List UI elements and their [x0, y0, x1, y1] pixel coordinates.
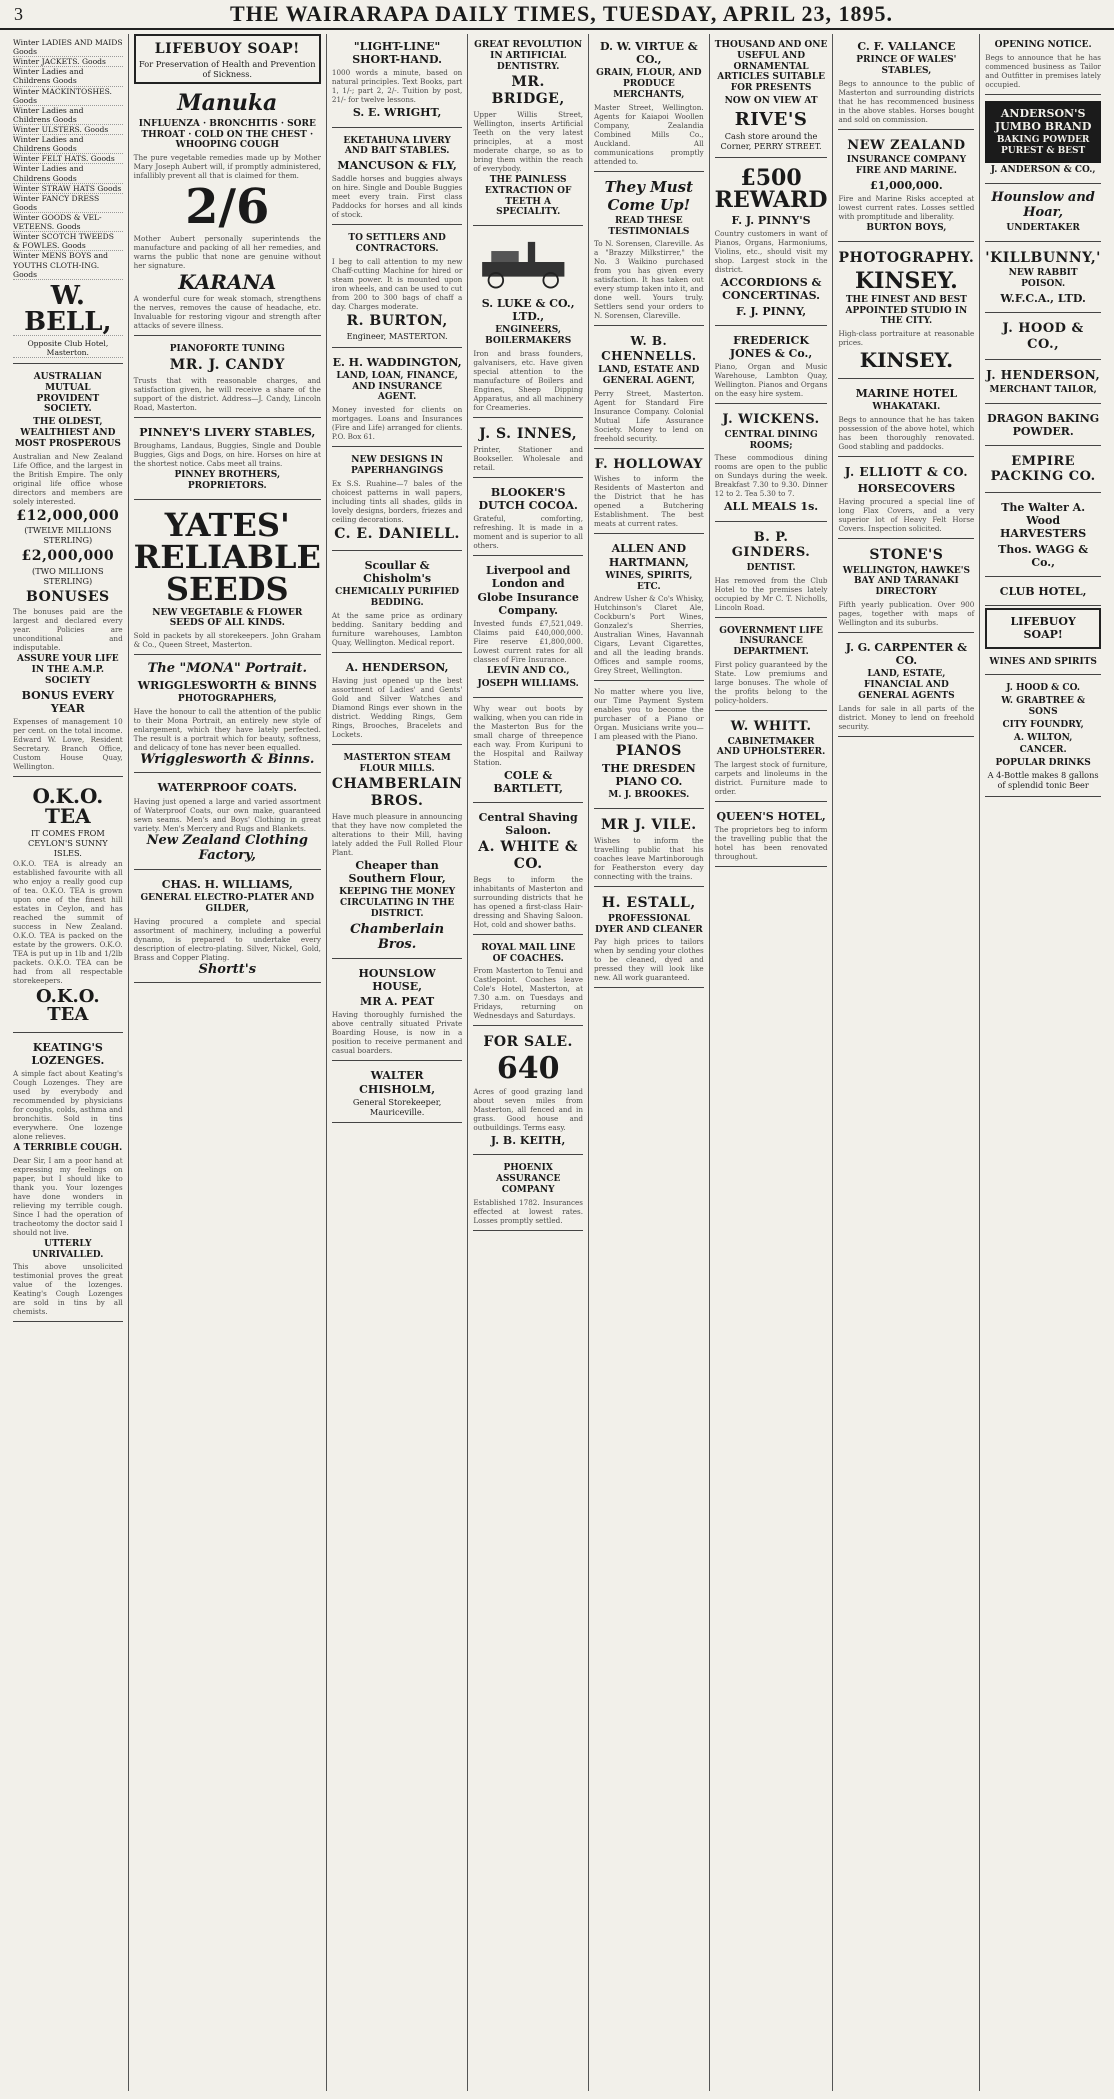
bell-address: Opposite Club Hotel, Masterton. — [13, 339, 123, 358]
burton-subtitle: Engineer, MASTERTON. — [346, 330, 448, 341]
frederick-jones-ad: FREDERICK JONES & Co., Piano, Organ and Music Warehouse, Lambton Quay, Wellington. Pianos and Organs on the easy hire system. — [715, 328, 828, 404]
candy-title: PIANOFORTE TUNING — [169, 344, 285, 355]
williams-name: CHAS. H. WILLIAMS, — [161, 877, 293, 891]
column-5 — [589, 34, 710, 2091]
oko-title-2: O.K.O. TEA — [35, 985, 100, 1025]
column-8 — [980, 34, 1106, 2091]
virtue-ad: D. W. VIRTUE & CO., GRAIN, FLOUR, AND PRODUCE MERCHANTS, Master Street, Wellington. Agents for Kaiapoi Woollen Company, Zealandia Combined Mills Co., Auckland. All communications promptly attended to. — [594, 34, 704, 172]
column-2 — [129, 34, 327, 2091]
allen-name: ALLEN AND HARTMANN, — [608, 542, 689, 569]
anderson-label — [985, 101, 1101, 163]
estall-subtitle: PROFESSIONAL DYER AND CLEANER — [594, 913, 703, 935]
peat-name: MR A. PEAT — [360, 995, 435, 1009]
scoullar-title: Scoullar & Chisholm's — [363, 558, 432, 585]
marine-hotel-ad: MARINE HOTEL WHAKATAKI. Begs to announce that he has taken possession of the above hotel, which has been thoroughly renovated. Good stabling and paddocks. — [838, 381, 974, 457]
mancuson-name: MANCUSON & FLY, — [337, 159, 457, 173]
luke-name: S. LUKE & CO., LTD., — [481, 297, 575, 324]
cheaper-title: Cheaper than Southern Flour, — [348, 858, 446, 886]
ayres-slogan: A 4-Bottle makes 8 gallons of splendid tonic Beer — [987, 769, 1099, 790]
oko-title: O.K.O. TEA — [32, 784, 104, 829]
waddington-name: E. H. WADDINGTON, — [332, 355, 462, 369]
pianos-title: PIANOS — [615, 743, 682, 760]
misc-col8-ad — [985, 677, 1101, 796]
wright-name: S. E. WRIGHT, — [352, 106, 442, 120]
studio-title: THE FINEST AND BEST APPOINTED STUDIO IN THE CITY. — [845, 294, 968, 327]
accordions-title: ACCORDIONS & CONCERTINAS. — [720, 276, 822, 303]
vile-name: MR J. VILE. — [601, 817, 697, 834]
royal-mail-title: ROYAL MAIL LINE OF COACHES. — [481, 942, 576, 964]
hounslow-house-ad: HOUNSLOW HOUSE, MR A. PEAT Having thoroughly furnished the above centrally situated Private Boarding House, is now in a position to receive permanent and casual boarders. — [332, 961, 462, 1062]
paperhangings-ad: NEW DESIGNS IN PAPERHANGINGS Ex S.S. Ruahine—7 bales of the choicest patterns in wall papers, including tints all shades, gilds in lovely designs, borders, friezes and ceiling decorations. C. E. DANIELL. — [332, 449, 462, 550]
cancer-title: CANCER. — [1019, 745, 1067, 756]
nz-insurance-capital: £1,000,000. — [870, 178, 943, 192]
princes-title: PRINCE OF WALES' STABLES, — [856, 55, 957, 76]
chisholm-ad — [332, 1063, 462, 1123]
winter-item: Winter ULSTERS. Goods — [13, 125, 123, 135]
govt-insurance-ad: GOVERNMENT LIFE INSURANCE DEPARTMENT. First policy guaranteed by the State. Low premiums and large bonuses. The whole of the profits belong to the policy-holders. — [715, 620, 828, 711]
column-6 — [710, 34, 834, 2091]
directory-title: WELLINGTON, HAWKE'S BAY AND TARANAKI DIRECTORY — [842, 565, 971, 598]
winter-item: Winter JACKETS. Goods — [13, 57, 123, 67]
oko-subtitle: IT COMES FROM CEYLON'S SUNNY ISLES. — [28, 828, 108, 858]
yates-subtitle: NEW VEGETABLE & FLOWER SEEDS OF ALL KINDS. — [152, 607, 303, 629]
flour-mill-title: MASTERTON STEAM FLOUR MILLS. — [343, 752, 451, 774]
amp-income-note: (TWELVE MILLIONS STERLING) — [24, 525, 112, 546]
chennells-subtitle: LAND, ESTATE AND GENERAL AGENT, — [598, 365, 700, 386]
karana-logo: KARANA — [178, 270, 277, 295]
come-up-title: They Must Come Up! — [604, 177, 694, 214]
vallance-ad: C. F. VALLANCE PRINCE OF WALES' STABLES, Begs to announce to the public of Masterton and surrounding districts that he has recommenced business in the above stables. Horses bought and sold on commission. — [838, 34, 974, 130]
winter-item: Winter Ladies and Childrens Goods — [13, 164, 123, 183]
stones-ad: STONE'S WELLINGTON, HAWKE'S BAY AND TARANAKI DIRECTORY Fifth yearly publication. Over 900 pages, together with maps of Wellington and its suburbs. — [838, 541, 974, 633]
luke-ad: S. LUKE & CO., LTD., ENGINEERS, BOILERMAKERS Iron and brass founders, galvanisers, etc. Have given special attention to the manufacture of Boilers and Engines, Sheep Dipping Apparatus, and all machinery for Creameries. — [473, 228, 583, 418]
vallance-name: C. F. VALLANCE — [857, 40, 956, 53]
reward-ad: £500 REWARD F. J. PINNY'S Country customers in want of Pianos, Organs, Harmoniums, Violins, etc., should visit my shop. Largest stock in the district. ACCORDIONS & CONCERTINAS. F. J. PINNY, — [715, 160, 828, 326]
virtue-name: D. W. VIRTUE & CO., — [600, 40, 698, 67]
amp-annual-note: (TWO MILLIONS STERLING) — [32, 565, 104, 586]
wickens-name: J. WICKENS. — [722, 412, 820, 428]
lifebuoy-title: LIFEBUOY SOAP! — [154, 41, 300, 57]
liverpool-title: Liverpool and London and Globe Insurance Company. — [477, 564, 579, 617]
testimonials-title: READ THESE TESTIMONIALS — [608, 215, 690, 237]
paperhangings-title: NEW DESIGNS IN PAPERHANGINGS — [350, 455, 444, 476]
amp-income: £12,000,000 — [16, 507, 120, 524]
luke-subtitle: ENGINEERS, BOILERMAKERS — [485, 325, 572, 347]
mona-ad: The "MONA" Portrait. WRIGGLESWORTH & BINNS PHOTOGRAPHERS, Have the honour to call the attention of the public to their Mona Portrait, an entirely new style of enlargement, which they have lately perfected. The result is a portrait which for beauty, softness, and delicacy of tone has never been equalled. Wrigglesworth & Binns. — [134, 657, 321, 773]
winter-item: Winter Ladies and Childrens Goods — [13, 67, 123, 86]
scoullar-ad: Scoullar & Chisholm's CHEMICALLY PURIFIED BEDDING. At the same price as ordinary bedding. Sanitary bedding and furniture warehouses, Lambton Quay, Wellington. Medical report. — [332, 553, 462, 653]
bell-name: W. BELL, — [13, 283, 123, 336]
henderson-name: J. HENDERSON, — [986, 368, 1101, 383]
rives-ad — [715, 34, 828, 158]
stones-title: STONE'S — [869, 546, 944, 563]
mona-title: The "MONA" Portrait. — [147, 661, 307, 677]
winter-item: Winter Ladies and Childrens Goods — [13, 135, 123, 154]
grabtree-name: W. GRABTREE & SONS — [1001, 696, 1086, 717]
estall-ad: H. ESTALL, PROFESSIONAL DYER AND CLEANER Pay high prices to tailors when by sending your clothes to be cleaned, dyed and pressed they will look like new. All work guaranteed. — [594, 889, 704, 988]
anderson-baking-ad — [985, 97, 1101, 184]
horsecovers-title: HORSECOVERS — [857, 481, 956, 495]
kinsey-name: KINSEY. — [855, 267, 958, 294]
henderson-a-name: A. HENDERSON, — [345, 660, 449, 674]
pianos-ad: No matter where you live, our Time Payment System enables you to become the purchaser of a Piano or Organ. Musicians write you—I am pleased with the Piano. PIANOS THE DRESDEN PIANO CO. M. J. BROOKES. — [594, 683, 704, 809]
opening-notice-ad: OPENING NOTICE. Begs to announce that he has commenced business as Tailor and Outfitter in premises lately occupied. — [985, 34, 1101, 95]
ginders-subtitle: DENTIST. — [746, 562, 796, 573]
virtue-subtitle: GRAIN, FLOUR, AND PRODUCE MERCHANTS, — [596, 68, 702, 100]
manuka-ad: Manuka INFLUENZA · BRONCHITIS · SORE THROAT · COLD ON THE CHEST · WHOOPING COUGH The pure vegetable remedies made up by Mother Mary Joseph Aubert will, if promptly administered, infallibly prevent all that is claimed for them. 2/6 Mother Aubert personally superintends the manufacture and packing of all her remedies, and warns the public that none are genuine without her signature. KARANA A wonderful cure for weak stomach, strengthens the nerves, removes the cause of headache, etc. Invaluable for restoring vigour and strength after attacks of severe illness. — [134, 86, 321, 336]
wickens-subtitle: CENTRAL DINING ROOMS; — [724, 429, 818, 451]
carpenter-ad: J. G. CARPENTER & CO. LAND, ESTATE, FINANCIAL AND GENERAL AGENTS Lands for sale in all parts of the district. Money to lend on freehold security. — [838, 635, 974, 737]
orr-name: JOSEPH WILLIAMS. — [477, 678, 579, 689]
shaving-ad: Central Shaving Saloon. A. WHITE & CO. Begs to inform the inhabitants of Masterton and surrounding districts that he has opened a first-class Hair-dressing and Shaving Saloon. Hot, cold and shower baths. — [473, 805, 583, 935]
marine-name: MARINE HOTEL — [855, 387, 958, 401]
pinneys-title: PINNEY'S LIVERY STABLES, — [139, 425, 316, 439]
wagg-name: Thos. WAGG & Co., — [998, 542, 1089, 569]
empire-title: EMPIRE PACKING CO. — [990, 453, 1096, 485]
nz-clothing-title: New Zealand Clothing Factory, — [146, 832, 308, 864]
allen-subtitle: WINES, SPIRITS, ETC. — [605, 570, 693, 592]
lifebuoy-title-2: LIFEBUOY SOAP! — [1010, 615, 1076, 642]
photography-title: PHOTOGRAPHY. — [838, 249, 975, 266]
liverpool-ad: Liverpool and London and Globe Insurance Company. Invested funds £7,521,049. Claims paid £40,000,000. Fire reserve £1,800,000. Lowest current rates for all classes of Fire Insurance. LEVIN AND CO., JOSEPH WILLIAMS. — [473, 558, 583, 697]
blooker-ad: BLOOKER'S DUTCH COCOA. Grateful, comforting, refreshing. It is made in a moment and is superior to all others. — [473, 480, 583, 556]
wood-ad — [985, 495, 1101, 577]
wrigg-subtitle: PHOTOGRAPHERS, — [177, 694, 277, 705]
amp-bonuses: BONUSES — [25, 588, 110, 605]
dunne-name: M. J. BROOKES. — [608, 790, 690, 801]
waterproof-ad: WATERPROOF COATS. Having just opened a large and varied assortment of Waterproof Coats, our own make, guaranteed sewn seams. Men's and Boys' Clothing in great variety. Men's Mercery and Rugs and Blankets. New Zealand Clothing Factory, — [134, 775, 321, 869]
innes-name: J. S. INNES, — [479, 425, 578, 442]
waterproof-title: WATERPROOF COATS. — [157, 781, 297, 795]
for-sale-ad: FOR SALE. 640 Acres of good grazing land about seven miles from Masterton, all fenced and in grass. Good house and outbuildings. Terms easy. J. B. KEITH, — [473, 1028, 583, 1155]
killbunny-title: 'KILLBUNNY,' — [985, 249, 1101, 266]
candy-ad: PIANOFORTE TUNING MR. J. CANDY Trusts that with reasonable charges, and satisfaction given, he will receive a share of the support of the district. Address—J. Candy, Lincoln Road, Masterton. — [134, 338, 321, 418]
winter-goods-ad — [13, 34, 123, 364]
henderson-subtitle: MERCHANT TAILOR, — [989, 384, 1097, 395]
wines-title: WINES AND SPIRITS — [989, 656, 1097, 667]
grabtree-subtitle: CITY FOUNDRY, — [1002, 719, 1084, 730]
shorthand-ad: "LIGHT-LINE" SHORT-HAND. 1000 words a minute, based on natural principles. Text Books, part 1, 1/-; part 2, 2/-. Tuition by post, 21/- for twelve lessons. S. E. WRIGHT, — [332, 34, 462, 128]
wrigg-script: Wrigglesworth & Binns. — [140, 751, 315, 767]
elliott-ad: J. ELLIOTT & CO. HORSECOVERS Having procured a special line of long Flax Covers, and a very superior lot of Heavy Felt Horse Covers. Inspection solicited. — [838, 459, 974, 539]
waddington-ad: E. H. WADDINGTON, LAND, LOAN, FINANCE, AND INSURANCE AGENT. Money invested for clients on mortgages. Loans and Insurances (Fire and Life) arranged for clients. P.O. Box 61. — [332, 350, 462, 448]
yates-seeds-ad: YATES' RELIABLE SEEDS NEW VEGETABLE & FLOWER SEEDS OF ALL KINDS. Sold in packets by all storekeepers. John Graham & Co., Queen Street, Masterton. — [134, 502, 321, 656]
popular-drinks-title: POPULAR DRINKS — [995, 758, 1091, 769]
bridge-name: MR. BRIDGE, — [491, 74, 565, 108]
burton-boys: BURTON BOYS, — [866, 223, 947, 234]
keating-cough: A TERRIBLE COUGH. — [13, 1142, 123, 1153]
kinsey-name-2: KINSEY. — [859, 348, 954, 373]
reward-title: £500 REWARD — [714, 165, 828, 214]
for-sale-title: FOR SALE. — [483, 1034, 573, 1051]
manuka-logo: Manuka — [177, 90, 278, 117]
levin-name: LEVIN AND CO., — [486, 665, 570, 676]
wood-title: The Walter A. Wood HARVESTERS — [1000, 501, 1087, 541]
innes-ad: J. S. INNES, Printer, Stationer and Bookseller. Wholesale and retail. — [473, 420, 583, 478]
anderson-title: ANDERSON'S JUMBO BRAND — [994, 106, 1092, 133]
pinney-brothers: PINNEY BROTHERS, PROPRIETORS. — [174, 470, 281, 491]
settlers-title: TO SETTLERS AND CONTRACTORS. — [348, 233, 446, 255]
photography-ad: PHOTOGRAPHY. KINSEY. THE FINEST AND BEST APPOINTED STUDIO IN THE CITY. High-class portraiture at reasonable prices. KINSEY. — [838, 244, 974, 379]
chennells-ad: W. B. CHENNELLS. LAND, ESTATE AND GENERAL AGENT, Perry Street, Masterton. Agent for Standard Fire Insurance Company. Colonial Mutual Life Assurance Society. Money to lend on freehold security. — [594, 328, 704, 448]
keating-title: KEATING'S LOZENGES. — [31, 1040, 105, 1067]
hood-name: J. HOOD & CO., — [1002, 321, 1084, 352]
rives-subtitle: Cash store around the Corner, PERRY STREET. — [720, 131, 822, 152]
anderson-subtitle: BAKING POWDER PUREST & BEST — [996, 135, 1090, 156]
phoenix-ad: PHOENIX ASSURANCE COMPANY Established 1782. Insurances effected at lowest rates. Losses promptly settled. — [473, 1157, 583, 1230]
newspaper-title: THE WAIRARAPA DAILY TIMES, TUESDAY, APRIL 23, 1895. — [230, 1, 893, 26]
elliott-name: J. ELLIOTT & CO. — [844, 465, 969, 480]
keating-ad: KEATING'S LOZENGES. A simple fact about Keating's Cough Lozenges. They are used by everybody and recommended by physicians for coughs, colds, asthma and bronchitis. Sold in tins everywhere. One lozenge alone relieves. A TERRIBLE COUGH. Dear Sir, I am a poor hand at expressing my feelings on paper, but I should like to thank you. Your lozenges have done wonders in relieving my terrible cough. Since I had the operation of tracheotomy the doctor said I should not live. UTTERLY UNRIVALLED. This above unsolicited testimonial proves the great value of the lozenges. Keating's Cough Lozenges are sold in tins by all chemists. — [13, 1035, 123, 1323]
lifebuoy-subtitle: For Preservation of Health and Prevention of Sickness. — [139, 58, 316, 79]
chisholm-name: WALTER CHISHOLM, — [359, 1069, 436, 1096]
estall-name: H. ESTALL, — [601, 895, 696, 912]
dentistry-ad: GREAT REVOLUTION IN ARTIFICIAL DENTISTRY. MR. BRIDGE, Upper Willis Street, Wellington, inserts Artificial Teeth on the very latest principles, at a most moderate charge, so as to bring them within the reach of everybody. THE PAINLESS EXTRACTION OF TEETH A SPECIALITY. — [473, 34, 583, 226]
column-4 — [468, 34, 589, 2091]
whitt-name: W. WHITT. — [730, 718, 812, 734]
govt-title: GOVERNMENT LIFE INSURANCE DEPARTMENT. — [719, 625, 823, 658]
engine-illustration — [473, 232, 583, 292]
painless-title: THE PAINLESS EXTRACTION OF TEETH A SPECIALITY. — [484, 174, 572, 218]
winter-item: Winter FELT HATS. Goods — [13, 154, 123, 164]
column-3 — [327, 34, 468, 2091]
winter-item: Winter STRAW HATS Goods — [13, 183, 122, 193]
amp-title: AUSTRALIAN MUTUAL PROVIDENT SOCIETY. — [33, 371, 102, 415]
nz-insurance-ad: NEW ZEALAND INSURANCE COMPANY FIRE AND MARINE. £1,000,000. Fire and Marine Risks accepted at lowest current rates. Losses settled with promptitude and liberality. BURTON BOYS, — [838, 132, 974, 242]
anderson-co: J. ANDERSON & CO., — [990, 164, 1096, 175]
lifebuoy-ad — [134, 34, 321, 84]
undertaker-title: UNDERTAKER — [1006, 222, 1080, 233]
wines-ad — [985, 651, 1101, 676]
amp-subtitle: THE OLDEST, WEALTHIEST AND MOST PROSPEROUS — [14, 417, 121, 449]
winter-item: Winter SCOTCH TWEEDS & FOWLES. Goods — [13, 232, 123, 251]
coach-name: COLE & BARTLETT, — [493, 768, 563, 795]
pinneys-ad: PINNEY'S LIVERY STABLES, Broughams, Landaus, Buggies, Single and Double Buggies, Gigs and Dogs, on hire. Horses on hire at the shortest notice. Cabs meet all trains. PINNEY BROTHERS, PROPRIETORS. — [134, 420, 321, 500]
queens-name: QUEEN'S HOTEL, — [716, 810, 826, 824]
holloway-name: F. HOLLOWAY — [594, 456, 703, 472]
meals-title: ALL MEALS 1s. — [724, 500, 819, 514]
wilton-name: A. WILTON, — [1013, 732, 1073, 743]
hounslow-hoar-title: Hounslow and Hoar, — [991, 189, 1095, 221]
yates-logo: YATES' RELIABLE SEEDS — [133, 505, 321, 608]
killbunny-ad — [985, 244, 1101, 314]
winter-item: Winter MACKINTOSHES. Goods — [13, 87, 123, 106]
queens-hotel-ad: QUEEN'S HOTEL, The proprietors beg to inform the travelling public that the hotel has been renovated throughout. — [715, 804, 828, 867]
winter-item: Winter Ladies and Childrens Goods — [13, 106, 123, 125]
chamberlain-name: CHAMBERLAIN BROS. — [331, 776, 463, 810]
whitt-ad: W. WHITT. CABINETMAKER AND UPHOLSTERER. The largest stock of furniture, carpets and linoleums in the district. Furniture made to order. — [715, 713, 828, 802]
oko-tea-ad: O.K.O. TEA IT COMES FROM CEYLON'S SUNNY ISLES. O.K.O. TEA is already an established favourite with all who enjoy a really good cup of tea. O.K.O. TEA is grown upon one of the finest hill estates in Ceylon, and has reached the summit of success in New Zealand. O.K.O. TEA is packed on the estate by the growers. O.K.O. TEA is put up in 1lb and 1/2lb packets. O.K.O. TEA can be had from all respectable storekeepers. O.K.O. TEA — [13, 779, 123, 1033]
phoenix-title: PHOENIX ASSURANCE COMPANY — [495, 1163, 561, 1196]
carpenter-name: J. G. CARPENTER & CO. — [845, 640, 968, 668]
burton-name: R. BURTON, — [346, 312, 448, 329]
burton-ad: TO SETTLERS AND CONTRACTORS. I beg to call attention to my new Chaff-cutting Machine for hired or steam power. It is mounted upon iron wheels, and can be used to cut from 200 to 300 bags of chaff a day. Charges moderate. R. BURTON, Engineer, MASTERTON. — [332, 227, 462, 347]
rives-name: RIVE'S — [734, 108, 808, 130]
keith-name: J. B. KEITH, — [490, 1134, 566, 1148]
club-title: CLUB HOTEL, — [999, 585, 1087, 598]
amp-society-ad: AUSTRALIAN MUTUAL PROVIDENT SOCIETY. THE OLDEST, WEALTHIEST AND MOST PROSPEROUS Australian and New Zealand Life Office, and the largest in the British Empire. The only original life office whose directors and members are solely interested. £12,000,000 (TWELVE MILLIONS STERLING) £2,000,000 (TWO MILLIONS STERLING) BONUSES The bonuses paid are the largest and declared every year. Policies are unconditional and indisputable. ASSURE YOUR LIFE IN THE A.M.P. SOCIETY BONUS EVERY YEAR Expenses of management 10 per cent. on the total income. Edward W. Lowe, Resident Secretary. Branch Office, Custom House Quay, Wellington. — [13, 366, 123, 777]
pinny-title: F. J. PINNY'S — [731, 214, 811, 228]
nz-insurance-subtitle: INSURANCE COMPANY FIRE AND MARINE. — [846, 155, 967, 177]
scoullar-subtitle: CHEMICALLY PURIFIED BEDDING. — [335, 586, 460, 608]
columns — [8, 34, 1106, 2091]
column-7 — [833, 34, 980, 2091]
pinny-name: F. J. PINNY, — [735, 304, 807, 318]
waddington-subtitle: LAND, LOAN, FINANCE, AND INSURANCE AGENT. — [336, 370, 458, 403]
rives-thousand: THOUSAND AND ONE USEFUL AND ORNAMENTAL ARTICLES SUITABLE FOR PRESENTS — [714, 40, 828, 94]
hounslow-house-title: HOUNSLOW HOUSE, — [358, 966, 436, 994]
shaving-title: Central Shaving Saloon. — [478, 810, 578, 838]
club-hotel-ad — [985, 579, 1101, 606]
ginders-name: B. P. GINDERS. — [731, 529, 811, 561]
masthead — [0, 0, 1114, 30]
wickens-ad: J. WICKENS. CENTRAL DINING ROOMS; These commodious dining rooms are open to the public on Sundays during the week. Breakfast 7.30 to 9.30. Dinner 12 to 2. Tea 5.30 to 7. ALL MEALS 1s. — [715, 406, 828, 521]
daniell-name: C. E. DANIELL. — [334, 525, 460, 542]
holloway-ad: F. HOLLOWAY Wishes to inform the Residents of Masterton and the District that he has opened a Butchering Establishment. The best meats at current rates. — [594, 451, 704, 535]
empire-ad — [985, 448, 1101, 493]
marine-subtitle: WHAKATAKI. — [872, 402, 941, 413]
winter-item: Winter FANCY DRESS Goods — [13, 194, 123, 213]
eketahuna-ad: EKETAHUNA LIVERY AND BAIT STABLES. MANCUSON & FLY, Saddle horses and buggies always on hire. Single and Double Buggies meet every train. First class Paddocks for horses and all kinds of stock. — [332, 130, 462, 226]
dragon-title: DRAGON BAKING POWDER. — [987, 411, 1100, 438]
column-1 — [8, 34, 129, 2091]
henderson-tailor-ad — [985, 362, 1101, 403]
allen-ad: ALLEN AND HARTMANN, WINES, SPIRITS, ETC. Andrew Usher & Co's Whisky, Hutchinson's Claret Ale, Cockburn's Port Wines, Gonzalez's Sherries, Australian Wines, Havannah Cigars, Levant Cigarettes, and all the leading brands. Offices and sample rooms, Grey Street, Wellington. — [594, 536, 704, 681]
acres-number: 640 — [496, 1051, 560, 1087]
candy-name: MR. J. CANDY — [169, 357, 285, 374]
winter-item: Winter MENS BOYS and YOUTHS CLOTH-ING. Goods — [13, 251, 123, 279]
whitt-subtitle: CABINETMAKER AND UPHOLSTERER. — [716, 736, 826, 758]
williams-ad: CHAS. H. WILLIAMS, GENERAL ELECTRO-PLATER AND GILDER, Having procured a complete and special assortment of machinery, including a powerful dynamo, is prepared to undertake every description of electro-plating. Silver, Nickel, Gold, Brass and Copper Plating. Shortt's — [134, 872, 321, 983]
white-name: A. WHITE & CO. — [478, 839, 579, 873]
manuka-price: 2/6 — [185, 179, 270, 236]
wrigg-title: WRIGGLESWORTH & BINNS — [137, 678, 317, 692]
amp-annual: £2,000,000 — [21, 548, 115, 565]
come-up-ad: They Must Come Up! READ THESE TESTIMONIALS To N. Sorensen, Clareville. As a "Brazzy Milkstirrer," the No. 3 Waikino purchased from you has given every satisfaction. It has taken out every stump taken into it, and done well. Yours truly. Settlers send your orders to N. Sorensen, Clareville. — [594, 174, 704, 327]
amp-assure: ASSURE YOUR LIFE IN THE A.M.P. SOCIETY — [17, 654, 119, 686]
royal-mail-ad: ROYAL MAIL LINE OF COACHES. From Masterton to Tenui and Castlepoint. Coaches leave Cole's Hotel, Masterton, at 7.30 a.m. on Tuesdays and Fridays, returning on Wednesdays and Saturdays. — [473, 937, 583, 1027]
manuka-list: INFLUENZA · BRONCHITIS · SORE THROAT · COLD ON THE CHEST · WHOOPING COUGH — [138, 118, 316, 151]
vile-ad: MR J. VILE. Wishes to inform the travelling public that his coaches leave Martinborough for Featherston every day connecting with the trains. — [594, 811, 704, 887]
hounslow-hoar-ad — [985, 186, 1101, 242]
keeping-title: KEEPING THE MONEY CIRCULATING IN THE DISTRICT. — [339, 887, 456, 919]
eketahuna-title: EKETAHUNA LIVERY AND BAIT STABLES. — [343, 135, 451, 157]
dragon-ad — [985, 406, 1101, 446]
chennells-name: W. B. CHENNELLS. — [601, 334, 697, 363]
killbunny-subtitle: NEW RABBIT POISON. — [1008, 268, 1078, 290]
blooker-title: BLOOKER'S DUTCH COCOA. — [478, 485, 578, 512]
carpenter-subtitle: LAND, ESTATE, FINANCIAL AND GENERAL AGENTS — [858, 669, 955, 701]
lifebuoy-ad-2 — [985, 608, 1101, 648]
rives-now-on: NOW ON VIEW AT — [724, 95, 818, 106]
chamberlain-script: Chamberlain Bros. — [350, 921, 445, 953]
winter-item: Winter GOODS & VEL-VETEENS. Goods — [13, 213, 123, 232]
ginders-ad: B. P. GINDERS. DENTIST. Has removed from the Club Hotel to the premises lately occupied by Mr C. T. Nicholls, Lincoln Road. — [715, 524, 828, 618]
henderson-a-ad: A. HENDERSON, Having just opened up the best assortment of Ladies' and Gents' Gold and Silver Watches and Diamond Rings ever shown in the district. Wedding Rings, Gem Rings, Brooches, Bracelets and Lockets. — [332, 655, 462, 745]
opening-title: OPENING NOTICE. — [994, 40, 1092, 50]
frederick-name: FREDERICK JONES & Co., — [729, 333, 813, 360]
page-number: 3 — [14, 3, 23, 24]
amp-bonus-every: BONUS EVERY YEAR — [21, 688, 115, 715]
hood-ad — [985, 315, 1101, 360]
nz-insurance-title: NEW ZEALAND — [847, 137, 966, 153]
hood-name-2: J. HOOD & CO. — [1006, 683, 1081, 694]
wfca-name: W.F.C.A., LTD. — [1000, 291, 1086, 305]
coach-ad: Why wear out boots by walking, when you can ride in the Masterton Bus for the small charge of threepence each way. From Kuripuni to the Hospital and Railway Station. COLE & BARTLETT, — [473, 700, 583, 803]
chisholm-subtitle: General Storekeeper, Mauriceville. — [352, 1096, 442, 1117]
flour-mill-ad: MASTERTON STEAM FLOUR MILLS. CHAMBERLAIN BROS. Have much pleasure in announcing that they have now completed the alterations to their Mill, having lately added the Full Rolled Flour Plant. Cheaper than Southern Flour, KEEPING THE MONEY CIRCULATING IN THE DISTRICT. Chamberlain Bros. — [332, 747, 462, 959]
winter-item: Winter LADIES AND MAIDS Goods — [13, 38, 123, 57]
shorthand-title: "LIGHT-LINE" SHORT-HAND. — [352, 40, 442, 67]
williams-subtitle: GENERAL ELECTRO-PLATER AND GILDER, — [140, 892, 315, 914]
great-revolution: GREAT REVOLUTION IN ARTIFICIAL DENTISTRY. — [474, 40, 583, 72]
dresden-name: THE DRESDEN PIANO CO. — [601, 762, 696, 789]
keating-relief: UTTERLY UNRIVALLED. — [32, 1238, 104, 1260]
shortts-logo: Shortt's — [198, 961, 257, 977]
